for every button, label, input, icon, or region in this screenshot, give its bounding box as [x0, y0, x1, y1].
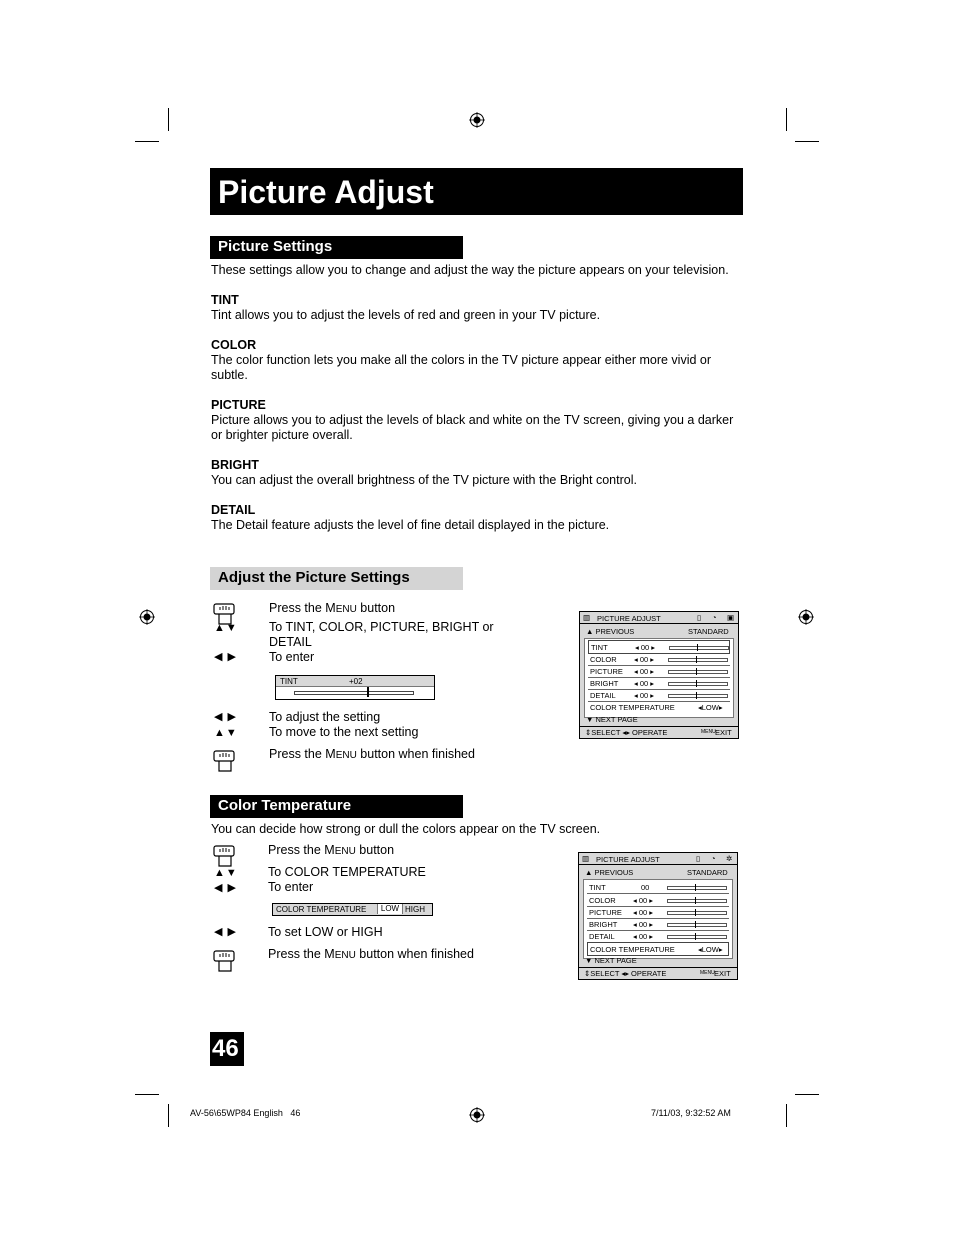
- step-select-setting: To TINT, COLOR, PICTURE, BRIGHT or DETAIL: [269, 620, 494, 649]
- page-icon: ▯: [697, 613, 702, 622]
- registration-mark-icon: [469, 112, 485, 128]
- crop-mark: [795, 1094, 819, 1095]
- registration-mark-icon: [139, 609, 155, 625]
- footer-file-info: AV-56\65WP84 English 46: [190, 1108, 301, 1118]
- osd-row-picture: PICTURE ◂ 00 ▸: [587, 906, 729, 919]
- osd-row-color: COLOR ◂ 00 ▸: [588, 653, 730, 666]
- ct-step-press-menu-finished: Press the MENU button when finished: [268, 947, 474, 961]
- left-right-arrows-icon: ◀ ▶: [214, 651, 237, 663]
- hand-press-icon: [212, 843, 236, 869]
- page-title-bar: [210, 168, 743, 215]
- up-down-arrows-icon: ▲▼: [214, 622, 238, 634]
- crop-mark: [168, 1104, 169, 1127]
- crop-mark: [168, 108, 169, 131]
- intro-text: These settings allow you to change and adjust the way the picture appears on your television.: [211, 263, 729, 277]
- tint-adjust-bar: TINT +02: [275, 675, 435, 700]
- step-press-menu: Press the MENU button: [269, 601, 396, 615]
- step-next-setting: To move to the next setting: [269, 725, 419, 739]
- ct-step-enter: To enter: [268, 880, 314, 894]
- ct-step-select: To COLOR TEMPERATURE: [268, 865, 426, 879]
- footer-timestamp: 7/11/03, 9:32:52 AM: [651, 1108, 731, 1118]
- up-down-arrows-icon: ▲▼: [214, 727, 238, 739]
- settings-icon: ✲: [726, 854, 733, 863]
- ct-step-press-menu: Press the MENU button: [268, 843, 395, 857]
- registration-mark-icon: [798, 609, 814, 625]
- setting-detail: DETAIL The Detail feature adjusts the level of fine detail displayed in the picture.: [211, 503, 610, 532]
- section-heading-picture-settings: Picture Settings: [210, 236, 463, 259]
- osd-picture-adjust-color-temp: ▥ PICTURE ADJUST ▯ ◔ ✲ ▲ PREVIOUS STANDARD TINT 00 COLOR ◂ 00 ▸ PICTURE ◂ 00 ▸ BRIGHT ◂ 00 ▸ DETAIL ◂ 00 ▸ COLOR TEMPERATURE ◂LOW▸ ▼ NEXT PAGE ⇕SELECT ◂▸ OPERATE MENU EXIT: [578, 852, 738, 980]
- clock-icon: ◔: [711, 854, 716, 863]
- setting-picture: PICTURE Picture allows you to adjust the levels of black and white on the TV screen, giving you a darker or brighter picture overall.: [211, 398, 734, 442]
- page-number: 46: [212, 1035, 239, 1062]
- osd-row-color-temperature: COLOR TEMPERATURE ◂LOW▸: [587, 942, 729, 956]
- hand-press-icon: [212, 948, 236, 974]
- color-temperature-bar: COLOR TEMPERATURE LOW HIGH: [272, 903, 433, 916]
- left-right-arrows-icon: ◀ ▶: [214, 882, 237, 894]
- crop-mark: [795, 141, 819, 142]
- osd-row-tint: TINT ◂ 00 ▸: [588, 640, 730, 654]
- crop-mark: [135, 141, 159, 142]
- setting-tint: TINT Tint allows you to adjust the levels of red and green in your TV picture.: [211, 293, 601, 322]
- osd-row-detail: DETAIL ◂ 00 ▸: [587, 930, 729, 943]
- page-title: Picture Adjust: [218, 174, 434, 210]
- osd-row-tint: TINT 00: [587, 881, 729, 894]
- crop-mark: [786, 1104, 787, 1127]
- menu-icon: ▥: [583, 613, 591, 622]
- osd-row-picture: PICTURE ◂ 00 ▸: [588, 665, 730, 678]
- crop-mark: [786, 108, 787, 131]
- page-icon: ▯: [696, 854, 701, 863]
- color-temp-intro: You can decide how strong or dull the colors appear on the TV screen.: [211, 822, 601, 836]
- setting-bright: BRIGHT You can adjust the overall brightness of the TV picture with the Bright control.: [211, 458, 637, 487]
- step-adjust: To adjust the setting: [269, 710, 381, 724]
- registration-mark-icon: [469, 1107, 485, 1123]
- osd-row-bright: BRIGHT ◂ 00 ▸: [587, 918, 729, 931]
- section-heading-adjust: Adjust the Picture Settings: [210, 567, 463, 590]
- crop-mark: [135, 1094, 159, 1095]
- setting-color: COLOR The color function lets you make all the colors in the TV picture appear either more vivid or subtle.: [211, 338, 712, 382]
- osd-row-color: COLOR ◂ 00 ▸: [587, 894, 729, 907]
- lock-icon: ▣: [727, 613, 735, 622]
- section-heading-color-temperature: Color Temperature: [210, 795, 463, 818]
- left-right-arrows-icon: ◀ ▶: [214, 711, 237, 723]
- osd-row-detail: DETAIL ◂ 00 ▸: [588, 689, 730, 702]
- menu-icon: ▥: [582, 854, 590, 863]
- step-press-menu-finished: Press the MENU button when finished: [269, 747, 475, 761]
- osd-row-color-temperature: COLOR TEMPERATURE ◂LOW▸: [590, 703, 723, 712]
- step-enter: To enter: [269, 650, 315, 664]
- up-down-arrows-icon: ▲▼: [214, 867, 238, 879]
- osd-row-bright: BRIGHT ◂ 00 ▸: [588, 677, 730, 690]
- page-number-box: [210, 1032, 244, 1066]
- clock-icon: ◔: [712, 613, 717, 622]
- left-right-arrows-icon: ◀ ▶: [214, 926, 237, 938]
- ct-step-set: To set LOW or HIGH: [268, 925, 383, 939]
- hand-press-icon: [212, 748, 236, 774]
- osd-picture-adjust: ▥ PICTURE ADJUST ▯ ◔ ▣ ▲ PREVIOUS STANDARD TINT ◂ 00 ▸ COLOR ◂ 00 ▸ PICTURE ◂ 00 ▸ BRIGHT ◂ 00 ▸ DETAIL ◂ 00 ▸ COLOR TEMPERATURE ◂LOW▸ ▼ NEXT PAGE ⇕SELECT ◂▸ OPERATE MENU EXIT: [579, 611, 739, 739]
